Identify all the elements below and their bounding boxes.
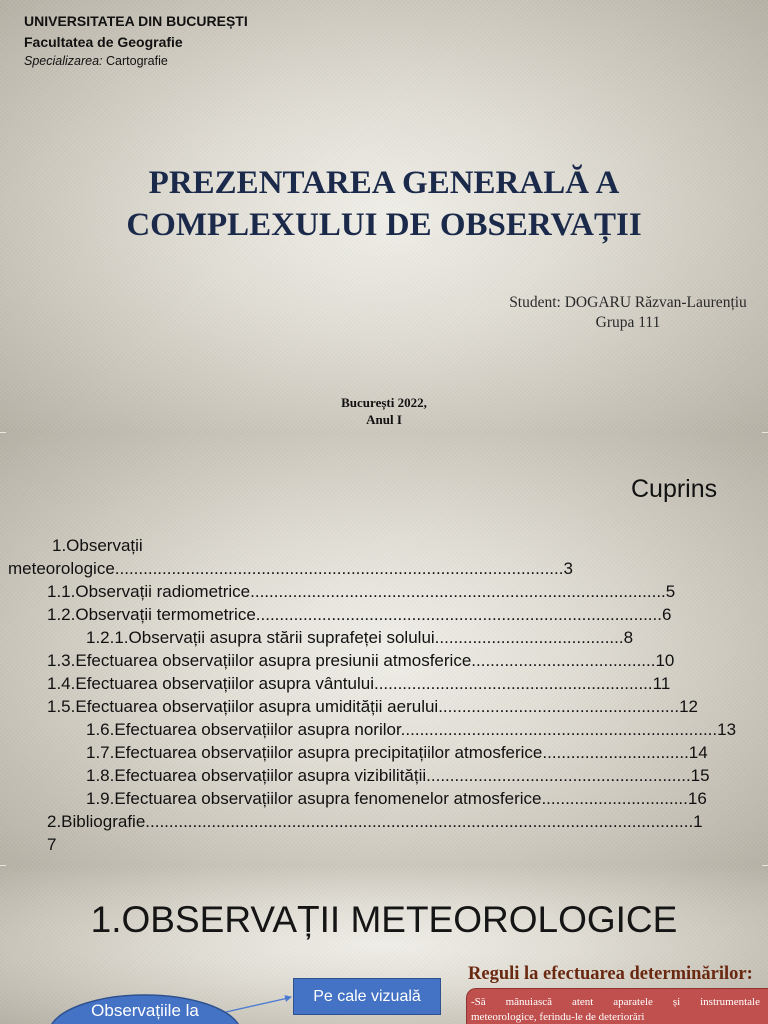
toc-line: meteorologice...............................................................................................3 bbox=[8, 559, 573, 578]
title-line: PREZENTAREA GENERALĂ A bbox=[148, 165, 620, 201]
table-of-contents bbox=[0, 534, 768, 856]
visual-method-box bbox=[293, 978, 441, 1015]
student-group: Grupa 111 bbox=[595, 314, 661, 331]
contents-slide bbox=[0, 433, 768, 866]
rules-text-line: meteorologice, ferindu-le de deteriorări bbox=[471, 1010, 645, 1023]
rules-box bbox=[466, 988, 768, 1024]
student-info bbox=[500, 293, 756, 333]
rules-text-line: -Să mânuiască atent aparatele și instrumentale bbox=[471, 996, 760, 1008]
place-year: București 2022, bbox=[341, 395, 427, 410]
toc-line: 1.9.Efectuarea observațiilor asupra fenomenelor atmosferice...............................16 bbox=[86, 789, 707, 808]
toc-line: 1.8.Efectuarea observațiilor asupra vizibilității........................................................15 bbox=[86, 766, 710, 785]
presentation-title bbox=[0, 162, 768, 246]
toc-line: 1.Observații bbox=[52, 536, 143, 555]
specialization-value: Cartografie bbox=[106, 54, 168, 68]
toc-line: 1.1.Observații radiometrice........................................................................................5 bbox=[47, 582, 676, 601]
section-heading: 1.OBSERVAȚII METEOROLOGICE bbox=[90, 899, 678, 940]
toc-line: 1.6.Efectuarea observațiilor asupra norilor...................................................................13 bbox=[86, 720, 737, 739]
toc-line: 1.5.Efectuarea observațiilor asupra umidității aerului...................................................12 bbox=[47, 697, 698, 716]
rules-heading: Reguli la efectuarea determinărilor: bbox=[468, 964, 753, 984]
toc-line: 1.3.Efectuarea observațiilor asupra presiunii atmosferice.......................................10 bbox=[47, 651, 675, 670]
toc-line: 1.2.1.Observații asupra stării suprafeței solului........................................8 bbox=[86, 628, 634, 647]
study-year: Anul I bbox=[366, 412, 402, 427]
toc-line: 2.Bibliografie....................................................................................................................1 bbox=[47, 812, 703, 831]
section-slide bbox=[0, 866, 768, 1024]
visual-method-label: Pe cale vizuală bbox=[313, 988, 421, 1005]
connector-arrowhead bbox=[284, 995, 292, 1002]
title-line: COMPLEXULUI DE OBSERVAȚII bbox=[126, 207, 642, 243]
contents-heading: Cuprins bbox=[631, 475, 718, 503]
toc-line: 1.7.Efectuarea observațiilor asupra precipitațiilor atmosferice...............................14 bbox=[86, 743, 708, 762]
student-name: Student: DOGARU Răzvan-Laurențiu bbox=[509, 294, 747, 311]
specialization-line bbox=[24, 53, 168, 69]
toc-line: 1.4.Efectuarea observațiilor asupra vântului...........................................................11 bbox=[47, 674, 671, 693]
toc-line: 7 bbox=[47, 835, 57, 854]
title-slide bbox=[0, 0, 768, 433]
toc-line: 1.2.Observații termometrice......................................................................................6 bbox=[47, 605, 672, 624]
faculty-name: Facultatea de Geografie bbox=[24, 34, 183, 50]
specialization-label: Specializarea: bbox=[24, 54, 103, 68]
observations-label: Observațiile la bbox=[91, 1001, 199, 1020]
place-year-info bbox=[0, 394, 768, 428]
university-name: UNIVERSITATEA DIN BUCUREȘTI bbox=[24, 13, 248, 29]
